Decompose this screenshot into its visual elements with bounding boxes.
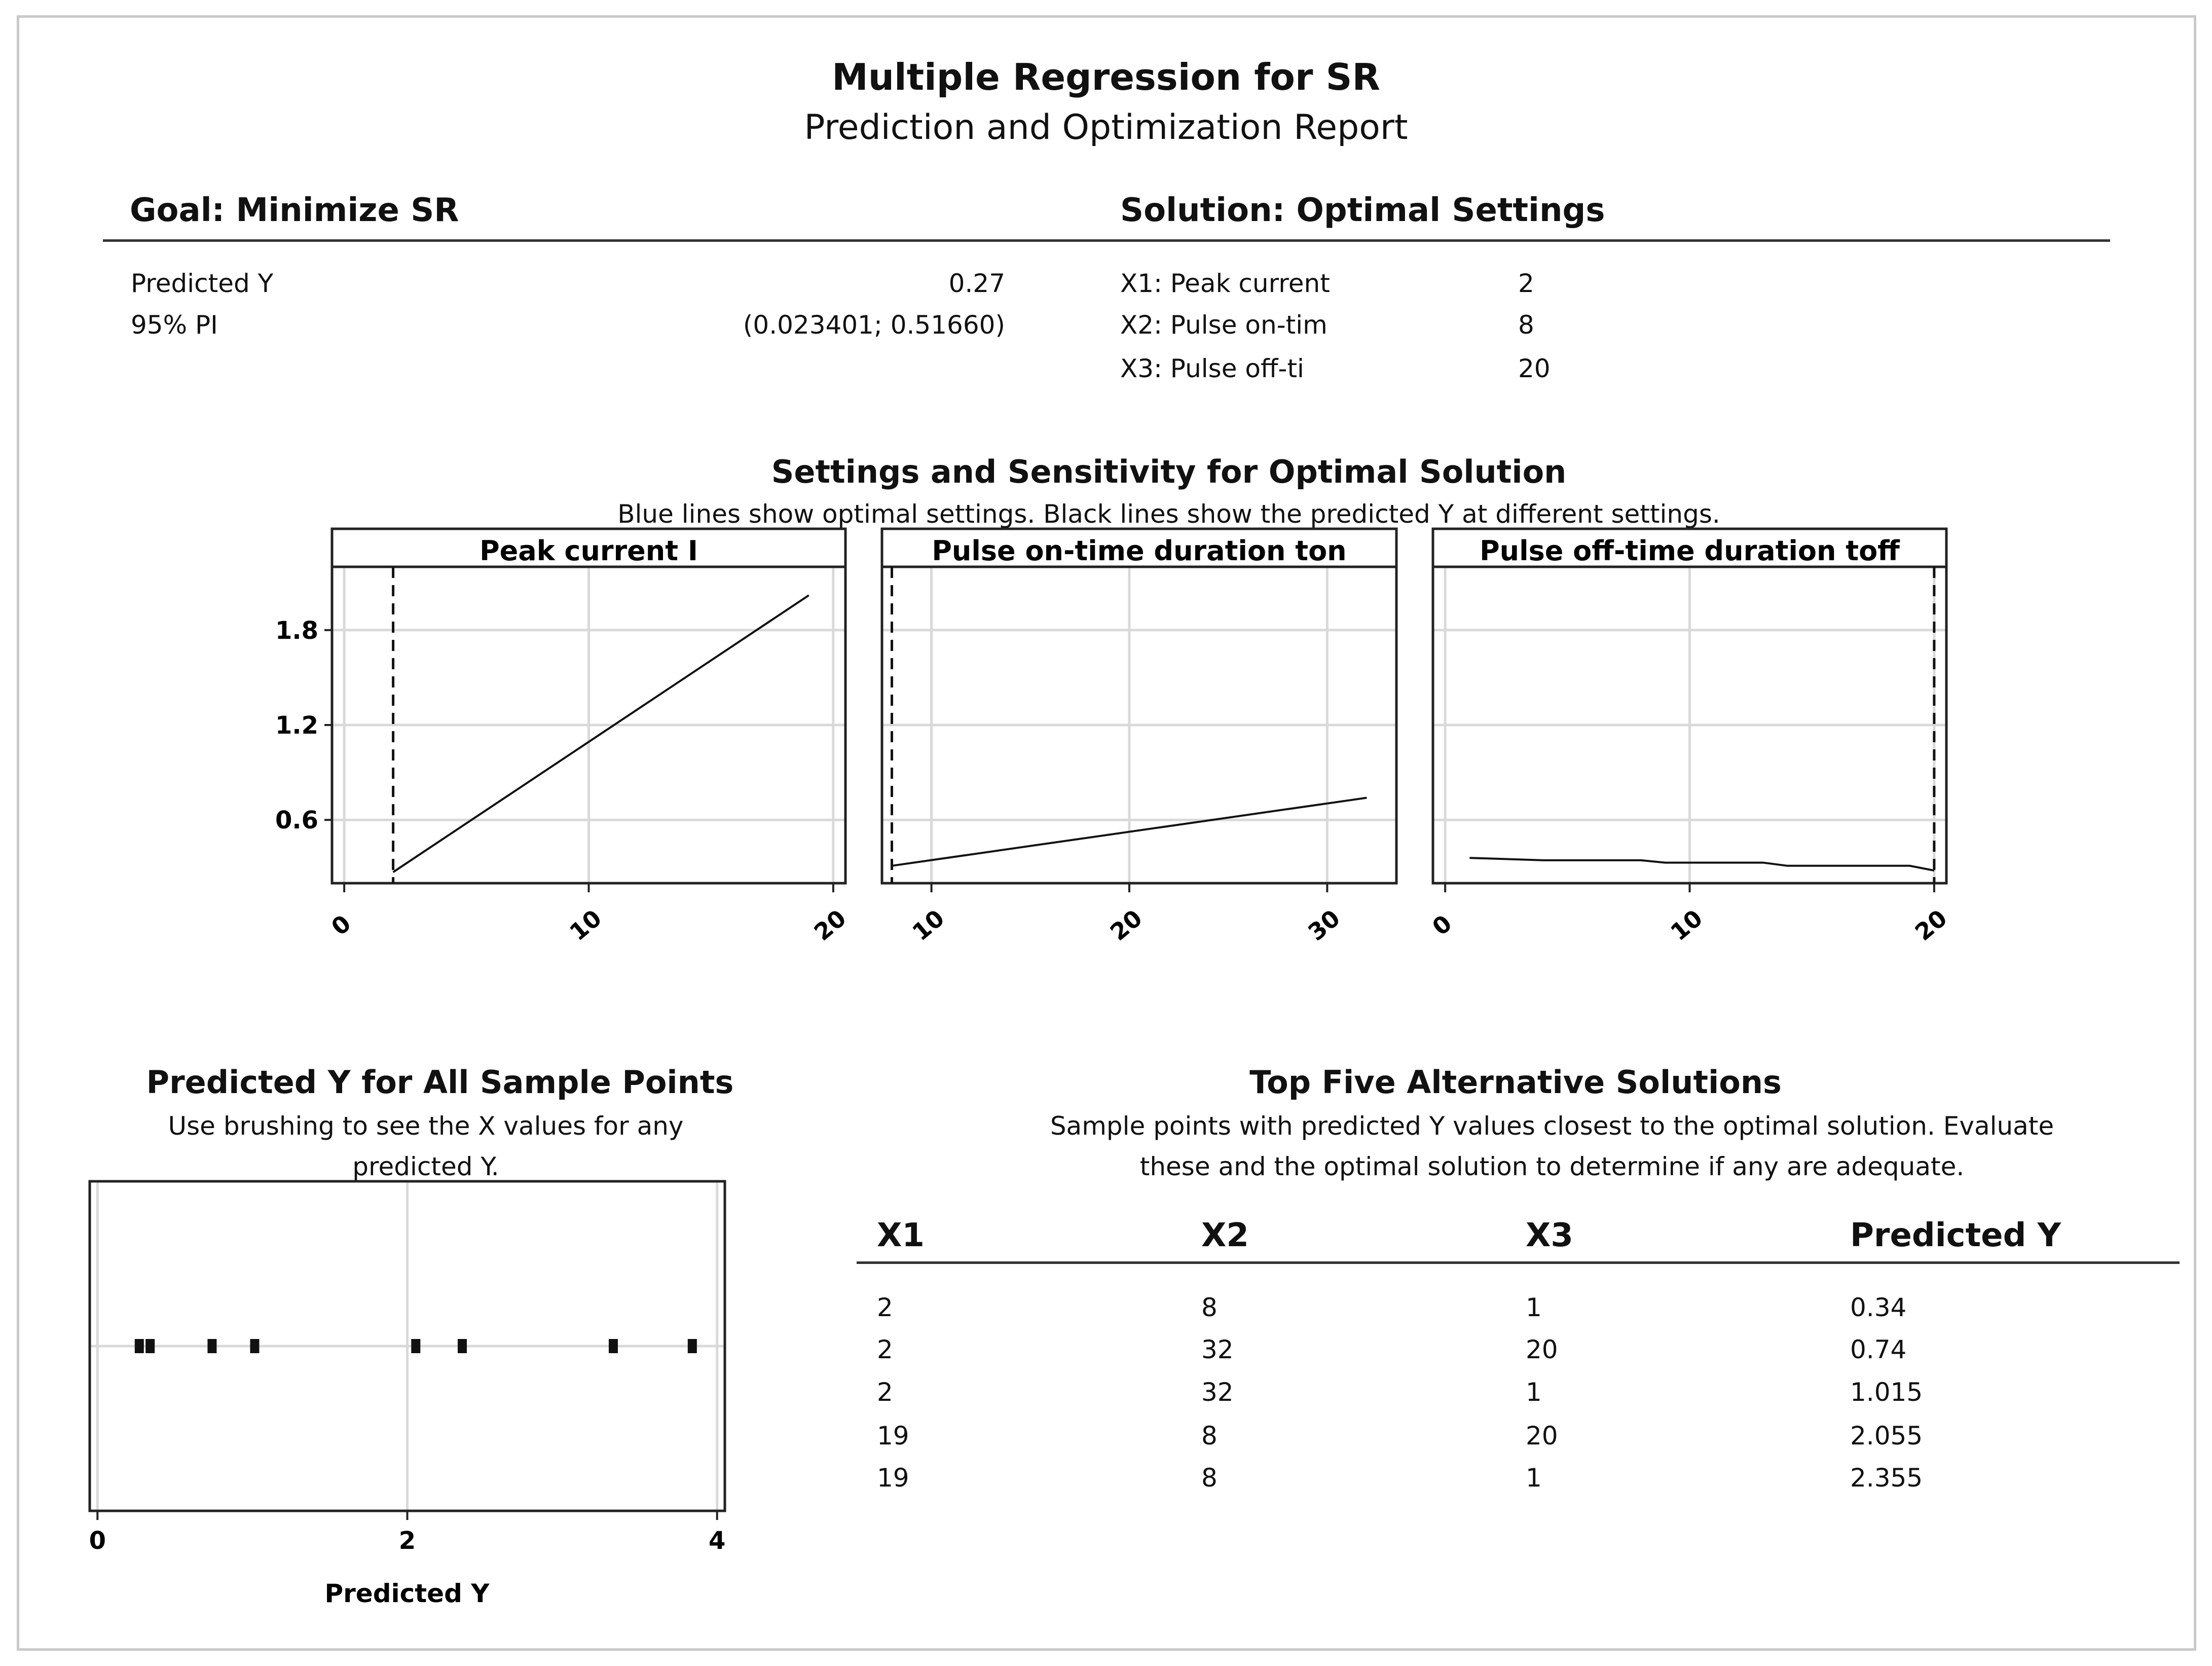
sample-points-chart bbox=[0, 1166, 760, 1622]
x-tick-label: 20 bbox=[808, 904, 852, 947]
sensitivity-title: Settings and Sensitivity for Optimal Solution bbox=[771, 453, 1567, 490]
table-cell: 1 bbox=[1526, 1378, 1542, 1407]
sample-point bbox=[458, 1339, 467, 1353]
pi-value: (0.023401; 0.51660) bbox=[743, 310, 1005, 340]
table-cell: 8 bbox=[1201, 1421, 1218, 1451]
table-cell: 0.34 bbox=[1850, 1293, 1907, 1322]
sensitivity-panel-2 bbox=[882, 529, 1396, 946]
sample-points-note-2: predicted Y. bbox=[352, 1152, 499, 1181]
x-tick-label: 10 bbox=[907, 904, 950, 947]
alternatives-note-2: these and the optimal solution to determine if any are adequate. bbox=[1139, 1152, 1965, 1181]
alternatives-note-1: Sample points with predicted Y values closest to the optimal solution. Evaluate bbox=[1050, 1111, 2054, 1141]
report-title: Multiple Regression for SR bbox=[832, 56, 1380, 98]
x-tick-label: 20 bbox=[1104, 904, 1148, 947]
table-cell: 2 bbox=[877, 1335, 893, 1364]
table-cell: 2.355 bbox=[1850, 1463, 1923, 1493]
y-tick-label: 1.8 bbox=[275, 616, 318, 645]
table-cell: 2 bbox=[877, 1378, 893, 1407]
table-cell: 2 bbox=[877, 1293, 893, 1322]
table-header-rule bbox=[857, 1261, 2180, 1264]
col-header-predicted-y: Predicted Y bbox=[1850, 1217, 2061, 1254]
sample-points-title: Predicted Y for All Sample Points bbox=[146, 1064, 734, 1101]
table-cell: 1 bbox=[1526, 1293, 1542, 1322]
sensitivity-note: Blue lines show optimal settings. Black lines show the predicted Y at different settings. bbox=[617, 499, 1720, 529]
sample-point bbox=[411, 1339, 420, 1353]
y-tick-label: 1.2 bbox=[275, 711, 318, 740]
x-tick-label: 0 bbox=[1427, 909, 1457, 941]
x-tick-label: 10 bbox=[564, 904, 607, 947]
x-tick-label: 30 bbox=[1303, 904, 1345, 947]
sample-point bbox=[609, 1339, 618, 1353]
table-cell: 1 bbox=[1526, 1463, 1542, 1493]
col-header-x1: X1 bbox=[877, 1217, 925, 1254]
setting-x1-value: 2 bbox=[1518, 269, 1534, 298]
x-tick-label: 4 bbox=[709, 1527, 726, 1555]
setting-x2-value: 8 bbox=[1518, 310, 1534, 340]
setting-x3-value: 20 bbox=[1518, 354, 1551, 383]
sample-points-note-1: Use brushing to see the X values for any bbox=[168, 1111, 684, 1141]
pi-label: 95% PI bbox=[131, 310, 218, 340]
predicted-y-label: Predicted Y bbox=[131, 269, 274, 298]
sample-point bbox=[250, 1339, 259, 1353]
table-cell: 8 bbox=[1201, 1293, 1218, 1322]
x-tick-label: 2 bbox=[398, 1527, 416, 1555]
table-cell: 20 bbox=[1526, 1335, 1558, 1364]
predicted-y-value: 0.27 bbox=[948, 269, 1005, 298]
panel-title: Pulse off-time duration toff bbox=[1480, 535, 1900, 567]
x-tick-label: 10 bbox=[1665, 904, 1708, 947]
panel-title: Pulse on-time duration ton bbox=[932, 535, 1347, 567]
x-tick-label: 0 bbox=[326, 909, 356, 941]
x-tick-label: 0 bbox=[89, 1527, 106, 1555]
setting-x2-label: X2: Pulse on-tim bbox=[1120, 310, 1328, 340]
goal-heading: Goal: Minimize SR bbox=[130, 192, 459, 229]
table-cell: 1.015 bbox=[1850, 1378, 1923, 1407]
sample-point bbox=[207, 1339, 216, 1353]
panel-title: Peak current I bbox=[480, 535, 698, 567]
sample-point bbox=[145, 1339, 155, 1353]
table-cell: 19 bbox=[877, 1463, 909, 1493]
y-tick-label: 0.6 bbox=[275, 806, 318, 835]
solution-heading: Solution: Optimal Settings bbox=[1120, 192, 1605, 229]
table-cell: 32 bbox=[1201, 1335, 1234, 1364]
x-axis-label: Predicted Y bbox=[324, 1579, 490, 1608]
sample-point bbox=[688, 1339, 697, 1353]
report-subtitle: Prediction and Optimization Report bbox=[804, 107, 1408, 148]
table-cell: 19 bbox=[877, 1421, 909, 1451]
setting-x3-label: X3: Pulse off-ti bbox=[1120, 354, 1304, 383]
response-line bbox=[393, 595, 809, 872]
table-cell: 20 bbox=[1526, 1421, 1558, 1451]
sensitivity-panel-1 bbox=[326, 529, 851, 946]
col-header-x2: X2 bbox=[1201, 1217, 1249, 1254]
setting-x1-label: X1: Peak current bbox=[1120, 269, 1330, 298]
response-line bbox=[1469, 858, 1934, 871]
sample-point bbox=[135, 1339, 144, 1353]
table-cell: 32 bbox=[1201, 1378, 1234, 1407]
x-tick-label: 20 bbox=[1909, 904, 1952, 947]
alternatives-title: Top Five Alternative Solutions bbox=[1249, 1064, 1782, 1101]
table-cell: 0.74 bbox=[1850, 1335, 1907, 1364]
col-header-x3: X3 bbox=[1526, 1217, 1573, 1254]
table-cell: 2.055 bbox=[1850, 1421, 1923, 1451]
sensitivity-panel-3 bbox=[1427, 529, 1952, 946]
table-cell: 8 bbox=[1201, 1463, 1218, 1493]
